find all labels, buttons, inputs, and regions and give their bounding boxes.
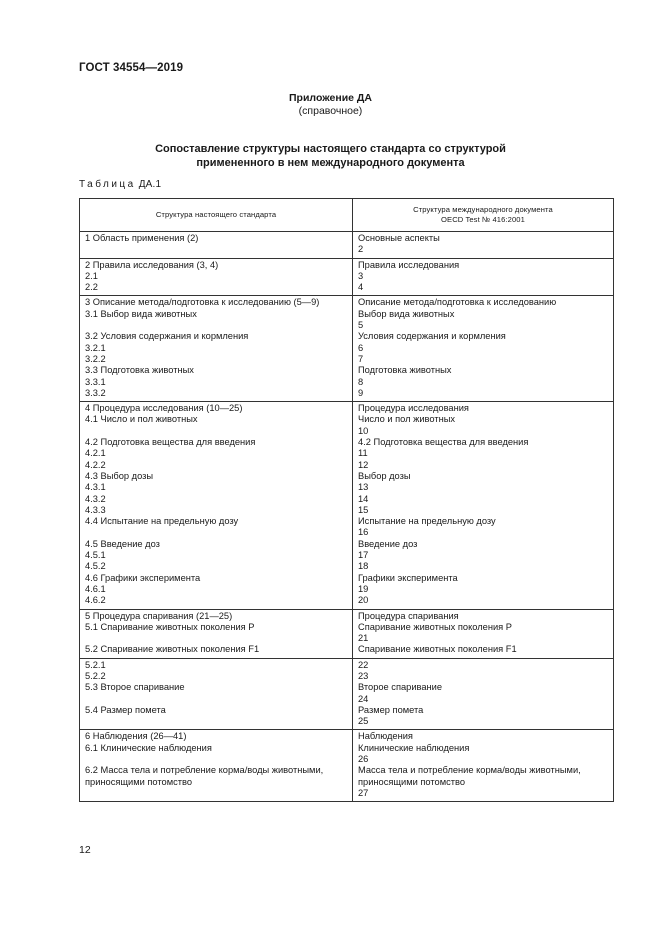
- table-row: [80, 658, 614, 730]
- document-code: ГОСТ 34554—2019: [79, 62, 184, 74]
- cell-line: 11: [358, 448, 368, 459]
- appendix-heading: [0, 92, 661, 118]
- page-number: 12: [79, 844, 91, 856]
- cell-line: [85, 633, 348, 644]
- section-title-line-1: Сопоставление структуры настоящего стандарта со структурой: [155, 143, 506, 155]
- cell-line: 19: [358, 583, 369, 594]
- cell-national-structure: [80, 258, 353, 296]
- cell-national-structure: [80, 402, 353, 609]
- cell-line: 22: [358, 659, 369, 670]
- cell-line: 8: [358, 376, 364, 387]
- table-body: [80, 232, 614, 802]
- header-international-line-2: OECD Test № 416:2001: [441, 215, 525, 224]
- cell-line: 24: [358, 693, 369, 704]
- cell-line: 2.2: [85, 282, 98, 293]
- cell-line: 15: [358, 504, 369, 515]
- table-caption-number: ДА.1: [138, 179, 162, 190]
- section-title: [0, 143, 661, 170]
- cell-line: 14: [358, 493, 369, 504]
- cell-line: 4.5 Введение доз: [85, 538, 160, 549]
- cell-line: 26: [358, 754, 369, 765]
- cell-line: 3.2.2: [85, 353, 106, 364]
- cell-line: 6: [358, 342, 364, 353]
- cell-line: 6.1 Клинические наблюдения: [85, 742, 212, 753]
- cell-line: 10: [358, 425, 369, 436]
- cell-line: Выбор дозы: [358, 470, 411, 481]
- cell-national-structure: [80, 232, 353, 259]
- cell-line: Графики эксперимента: [358, 572, 458, 583]
- cell-line: 4.3.1: [85, 482, 106, 493]
- cell-line: [85, 716, 348, 727]
- cell-international-structure: [353, 609, 614, 658]
- cell-line: 25: [358, 716, 369, 727]
- cell-line: [85, 320, 348, 331]
- cell-line: 2 Правила исследования (3, 4): [85, 259, 219, 270]
- cell-line: 23: [358, 670, 369, 681]
- table-row: [80, 258, 614, 296]
- cell-line: 4.2 Подготовка вещества для введения: [85, 437, 256, 448]
- cell-line: Подготовка животных: [358, 365, 452, 376]
- section-title-line-2: примененного в нем международного документа: [196, 156, 465, 169]
- cell-line: 6 Наблюдения (26—41): [85, 731, 187, 742]
- cell-national-structure: [80, 609, 353, 658]
- cell-line: 4.5.1: [85, 550, 106, 561]
- cell-line: 3.3 Подготовка животных: [85, 365, 194, 376]
- cell-line: Размер помета: [358, 704, 424, 715]
- cell-international-structure: [353, 232, 614, 259]
- appendix-subtitle: (справочное): [298, 105, 363, 117]
- cell-line: 2: [358, 244, 364, 255]
- appendix-title: Приложение ДА: [289, 92, 372, 104]
- cell-line: Спаривание животных поколения P: [358, 621, 512, 632]
- table-header-row: [80, 199, 614, 232]
- cell-line: 3.3.1: [85, 376, 106, 387]
- cell-line: 13: [358, 482, 369, 493]
- cell-line: 4.3 Выбор дозы: [85, 470, 154, 481]
- table-row: [80, 296, 614, 402]
- cell-line: Второе спаривание: [358, 682, 443, 693]
- table-row: [80, 232, 614, 259]
- cell-line: 4.3.2: [85, 493, 106, 504]
- cell-line: Клинические наблюдения: [358, 742, 470, 753]
- cell-line: Испытание на предельную дозу: [358, 516, 496, 527]
- cell-line: 9: [358, 387, 364, 398]
- cell-line: Описание метода/подготовка к исследованию: [358, 297, 557, 308]
- cell-line: Условия содержания и кормления: [358, 331, 506, 342]
- cell-international-structure: [353, 658, 614, 730]
- cell-line: 2.1: [85, 270, 98, 281]
- cell-line: приносящими потомство: [85, 776, 193, 787]
- cell-line: [85, 527, 348, 538]
- cell-line: 3 Описание метода/подготовка к исследованию (5—9): [85, 297, 320, 308]
- cell-line: 18: [358, 561, 369, 572]
- cell-line: 5: [358, 320, 364, 331]
- cell-line: 4 Процедура исследования (10—25): [85, 403, 243, 414]
- cell-line: Наблюдения: [358, 731, 413, 742]
- cell-line: 4.2.1: [85, 448, 106, 459]
- cell-international-structure: [353, 296, 614, 402]
- cell-international-structure: [353, 402, 614, 609]
- cell-national-structure: [80, 658, 353, 730]
- table-caption: [79, 179, 161, 190]
- cell-national-structure: [80, 296, 353, 402]
- cell-line: 4.2.2: [85, 459, 106, 470]
- cell-line: Введение доз: [358, 538, 418, 549]
- cell-line: 27: [358, 787, 369, 798]
- cell-line: [85, 244, 348, 255]
- cell-line: 5.2.2: [85, 670, 106, 681]
- cell-line: 6.2 Масса тела и потребление корма/воды животными,: [85, 765, 324, 776]
- cell-line: 3.3.2: [85, 387, 106, 398]
- cell-line: Число и пол животных: [358, 414, 456, 425]
- cell-international-structure: [353, 730, 614, 802]
- cell-line: Правила исследования: [358, 259, 460, 270]
- cell-line: [85, 426, 348, 437]
- cell-line: 7: [358, 353, 364, 364]
- cell-line: Выбор вида животных: [358, 308, 455, 319]
- cell-line: 5.3 Второе спаривание: [85, 682, 185, 693]
- cell-line: 4.4 Испытание на предельную дозу: [85, 516, 239, 527]
- cell-line: 4.1 Число и пол животных: [85, 414, 198, 425]
- header-cell-national: Структура настоящего стандарта: [80, 199, 353, 232]
- cell-line: 4.2 Подготовка вещества для введения: [358, 437, 529, 448]
- cell-line: 4.3.3: [85, 504, 106, 515]
- cell-line: Процедура спаривания: [358, 610, 459, 621]
- table-row: [80, 609, 614, 658]
- cell-line: 3.2.1: [85, 342, 106, 353]
- structure-comparison-table: [79, 198, 614, 802]
- cell-international-structure: [353, 258, 614, 296]
- cell-line: 4.5.2: [85, 561, 106, 572]
- cell-line: 3.2 Условия содержания и кормления: [85, 331, 249, 342]
- cell-line: 4.6.2: [85, 595, 106, 606]
- cell-line: Спаривание животных поколения F1: [358, 644, 517, 655]
- table-caption-label: Таблица: [79, 179, 136, 190]
- table-row: [80, 730, 614, 802]
- cell-line: 5.1 Спаривание животных поколения P: [85, 621, 255, 632]
- cell-line: [85, 694, 348, 705]
- cell-line: 16: [358, 527, 369, 538]
- cell-line: 3.1 Выбор вида животных: [85, 308, 197, 319]
- cell-line: [85, 788, 348, 799]
- cell-line: 1 Область применения (2): [85, 233, 199, 243]
- cell-line: 3: [358, 270, 364, 281]
- cell-line: 4: [358, 282, 364, 293]
- cell-line: Основные аспекты: [358, 233, 440, 243]
- cell-line: 20: [358, 595, 369, 606]
- cell-line: [85, 754, 348, 765]
- cell-line: Масса тела и потребление корма/воды животными,: [358, 765, 581, 776]
- cell-line: 5.2 Спаривание животных поколения F1: [85, 644, 260, 655]
- cell-national-structure: [80, 730, 353, 802]
- cell-line: 21: [358, 633, 369, 644]
- header-cell-international: [353, 199, 614, 232]
- cell-line: 5.2.1: [85, 659, 106, 670]
- header-international-line-1: Структура международного документа: [413, 205, 553, 214]
- cell-line: 17: [358, 550, 369, 561]
- cell-line: 5.4 Размер помета: [85, 704, 166, 715]
- cell-line: приносящими потомство: [358, 776, 466, 787]
- table-row: [80, 402, 614, 609]
- cell-line: Процедура исследования: [358, 403, 469, 414]
- cell-line: 12: [358, 459, 369, 470]
- cell-line: 4.6.1: [85, 583, 106, 594]
- cell-line: 5 Процедура спаривания (21—25): [85, 610, 233, 621]
- cell-line: 4.6 Графики эксперимента: [85, 572, 201, 583]
